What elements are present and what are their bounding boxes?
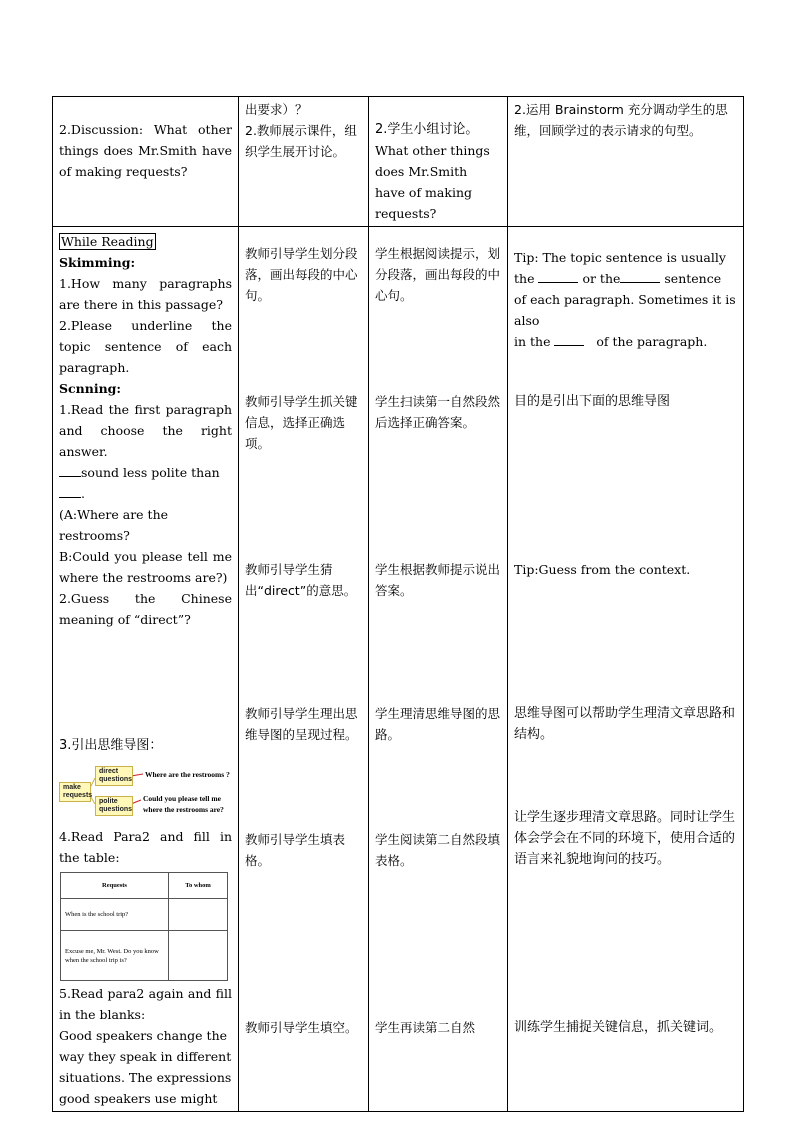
tip-line	[514, 331, 737, 352]
tip-line	[514, 268, 737, 289]
answer-blank	[59, 485, 81, 498]
teacher-activity-cell	[239, 97, 369, 227]
sentence-text: sound less polite than	[81, 465, 220, 480]
table-row	[53, 97, 744, 227]
teacher-activity-2: 教师引导学生抓关键信息，选择正确选项。	[245, 394, 358, 451]
tip-text: in the	[514, 334, 551, 349]
purpose-6: 训练学生捕捉关键信息，抓关键词。	[514, 1020, 723, 1035]
mind-map-direct-node: direct questions	[95, 766, 133, 786]
mind-map-polite-example-2: where the restrooms are?	[143, 805, 224, 814]
student-activity-1: 学生根据阅读提示，划分段落，画出每段的中心句。	[375, 246, 501, 303]
mind-map	[59, 760, 241, 820]
tip-text: or the	[582, 271, 621, 286]
tip-text: of the paragraph.	[596, 334, 708, 349]
requests-table	[60, 872, 228, 981]
answer-blank	[554, 333, 584, 346]
student-activity-6: 学生再读第二自然	[375, 1020, 476, 1035]
scanning-label: Scnning:	[59, 381, 122, 396]
skimming-q2: 2.Please underline the topic sentence of each paragraph.	[59, 318, 232, 375]
student-activity-question: What other things does Mr.Smith have of making requests?	[375, 143, 490, 221]
answer-blank	[620, 270, 660, 283]
tip-line: of each paragraph. Sometimes it is also	[514, 292, 736, 328]
skimming-q1: 1.How many paragraphs are there in this passage?	[59, 276, 232, 312]
student-activity-cell	[369, 97, 508, 227]
student-activity-5: 学生阅读第二自然段填表格。	[375, 832, 501, 868]
purpose-cell	[508, 97, 744, 227]
purpose-5: 让学生逐步理清文章思路。同时让学生体会学会在不同的环境下，使用合适的语言来礼貌地询问的技巧。	[514, 810, 736, 867]
purpose-text: 2.运用 Brainstorm 充分调动学生的思维，回顾学过的表示请求的句型。	[514, 102, 728, 138]
scanning-q2: 2.Guess the Chinese meaning of “direct”?	[59, 591, 232, 627]
content-cell	[53, 227, 239, 1112]
answer-blank	[59, 464, 81, 477]
student-activity-2: 学生扫读第一自然段然后选择正确答案。	[375, 394, 501, 430]
teacher-activity-3: 教师引导学生猜出“direct”的意思。	[245, 562, 357, 598]
lesson-plan-table	[52, 96, 744, 1112]
tip-line: Tip: The topic sentence is usually	[514, 250, 726, 265]
scanning-q5: 5.Read para2 again and fill in the blanks:	[59, 986, 232, 1022]
student-activity-3: 学生根据教师提示说出答案。	[375, 562, 501, 598]
table-header: Requests	[61, 873, 169, 899]
table-row	[53, 227, 744, 1112]
student-activity-4: 学生理清思维导图的思路。	[375, 706, 501, 742]
teacher-activity-1: 教师引导学生划分段落，画出每段的中心句。	[245, 246, 358, 303]
scanning-q3: 3.引出思维导图：	[59, 738, 163, 753]
table-row	[61, 873, 228, 899]
option-a: (A:Where are the restrooms?	[59, 507, 169, 543]
tip-text: sentence	[664, 271, 722, 286]
option-b: B:Could you please tell me where the restrooms are?)	[59, 549, 232, 585]
student-activity-text: 2.学生小组讨论。	[375, 122, 479, 137]
student-activity-cell	[369, 227, 508, 1112]
mind-map-direct-example: Where are the restrooms ?	[145, 770, 230, 779]
table-header: To whom	[169, 873, 228, 899]
table-row	[61, 931, 228, 981]
scanning-q1: 1.Read the first paragraph and choose the right answer.	[59, 402, 232, 459]
table-cell: Excuse me, Mr. West. Do you know when the school trip is?	[61, 931, 169, 981]
discussion-cell	[53, 97, 239, 227]
skimming-label: Skimming:	[59, 255, 136, 270]
teacher-activity-text: 2.教师展示课件，组织学生展开讨论。	[245, 123, 357, 159]
table-cell	[169, 899, 228, 931]
table-cell: When is the school trip?	[61, 899, 169, 931]
purpose-4: 思维导图可以帮助学生理清文章思路和结构。	[514, 706, 736, 742]
teacher-activity-5: 教师引导学生填表格。	[245, 832, 346, 868]
purpose-tip-1	[514, 247, 737, 352]
purpose-tip-3: Tip:Guess from the context.	[514, 562, 691, 577]
mind-map-polite-node: polite questions	[95, 796, 133, 816]
purpose-2: 目的是引出下面的思维导图	[514, 394, 671, 409]
table-cell	[169, 931, 228, 981]
scanning-q4: 4.Read Para2 and fill in the table:	[59, 829, 232, 865]
teacher-activity-cell	[239, 227, 369, 1112]
scanning-q1-sentence: sound less polite than .	[59, 462, 232, 504]
mind-map-root: make requests	[59, 782, 91, 802]
scanning-q5-passage: Good speakers change the way they speak in different situations. The expressions good speakers use might	[59, 1028, 232, 1106]
teacher-activity-4: 教师引导学生理出思维导图的呈现过程。	[245, 706, 358, 742]
table-row	[61, 899, 228, 931]
answer-blank	[538, 270, 578, 283]
teacher-activity-6: 教师引导学生填空。	[245, 1020, 358, 1035]
mind-map-polite-example-1: Could you please tell me	[143, 794, 221, 803]
discussion-text: 2.Discussion: What other things does Mr.Smith have of making requests?	[59, 122, 232, 179]
tip-text: the	[514, 271, 535, 286]
section-heading: While Reading	[61, 234, 154, 249]
purpose-cell	[508, 227, 744, 1112]
continued-text: 出要求）？	[245, 102, 308, 117]
